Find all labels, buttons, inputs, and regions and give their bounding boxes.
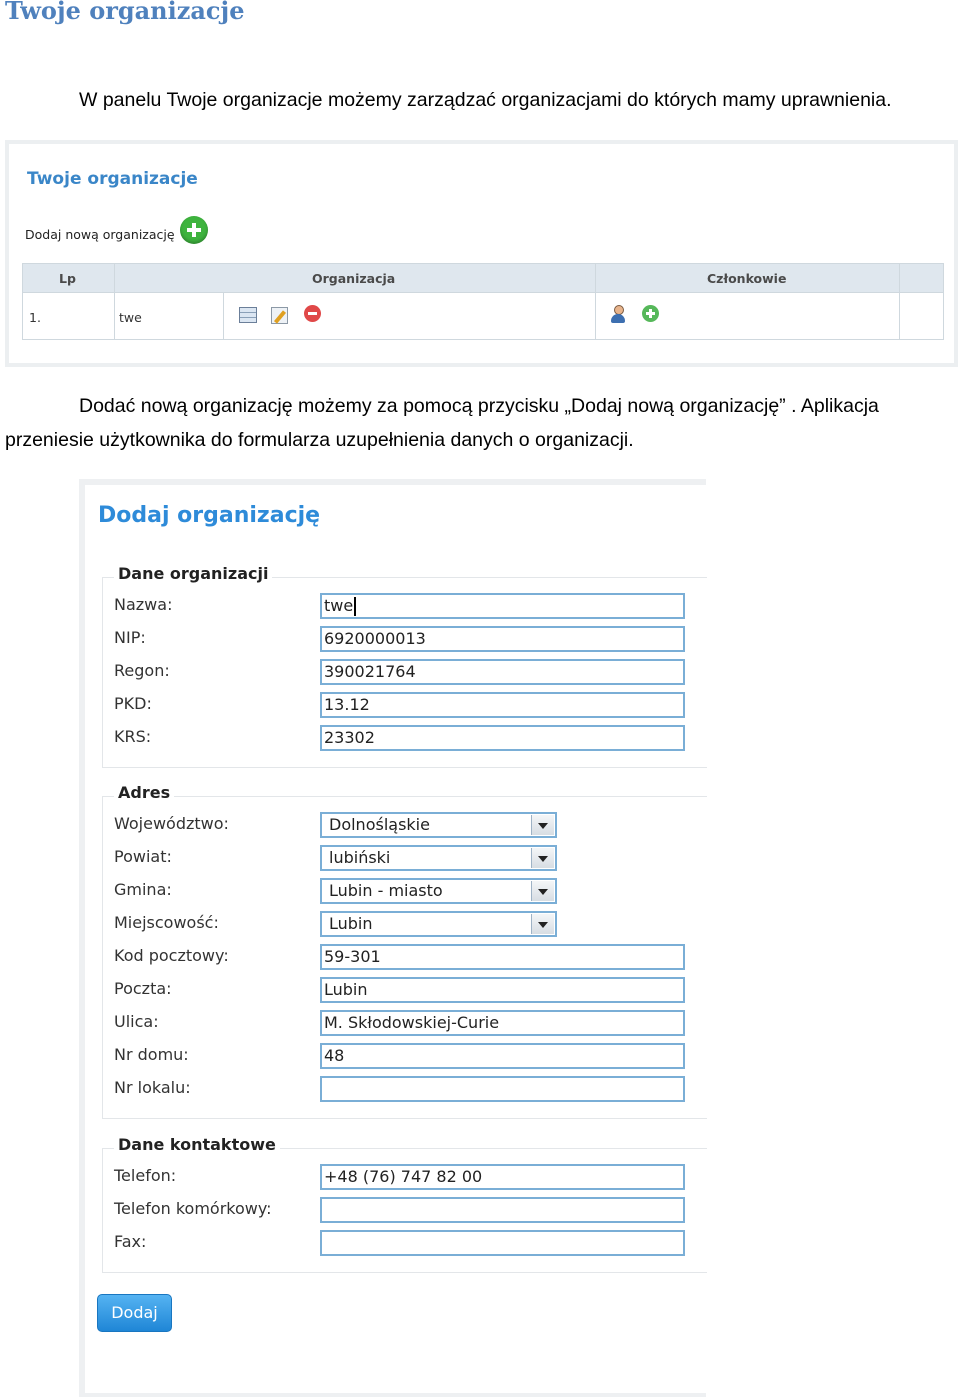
- chevron-down-icon[interactable]: [531, 848, 554, 868]
- instruction-paragraph-line2: przeniesie użytkownika do formularza uzupełnienia danych o organizacji.: [5, 429, 634, 451]
- wojewodztwo-value: Dolnośląskie: [329, 815, 430, 834]
- kod-pocztowy-input[interactable]: 59-301: [320, 944, 685, 970]
- pkd-input[interactable]: 13.12: [320, 692, 685, 718]
- chevron-down-icon[interactable]: [531, 914, 554, 934]
- fax-label: Fax:: [114, 1232, 147, 1251]
- chevron-down-icon[interactable]: [531, 815, 554, 835]
- ulica-label: Ulica:: [114, 1012, 159, 1031]
- delete-icon[interactable]: [304, 305, 321, 322]
- column-header-lp: Lp: [59, 271, 76, 286]
- powiat-value: lubiński: [329, 848, 391, 867]
- poczta-label: Poczta:: [114, 979, 172, 998]
- instruction-paragraph-line1: Dodać nową organizację możemy za pomocą przycisku „Dodaj nową organizację” . Aplikacja: [79, 395, 879, 417]
- nip-input[interactable]: 6920000013: [320, 626, 685, 652]
- miejscowosc-select[interactable]: [320, 911, 557, 937]
- regon-input[interactable]: 390021764: [320, 659, 685, 685]
- poczta-input[interactable]: Lubin: [320, 977, 685, 1003]
- powiat-label: Powiat:: [114, 847, 172, 866]
- powiat-select[interactable]: [320, 845, 557, 871]
- screen-title: Twoje organizacje: [27, 169, 198, 189]
- krs-label: KRS:: [114, 727, 152, 746]
- fax-input[interactable]: [320, 1230, 685, 1256]
- section-legend-contact: Dane kontaktowe: [114, 1135, 280, 1154]
- members-icon[interactable]: [610, 305, 626, 323]
- submit-button[interactable]: Dodaj: [97, 1294, 172, 1332]
- pkd-label: PKD:: [114, 694, 152, 713]
- wojewodztwo-select[interactable]: [320, 812, 557, 838]
- wojewodztwo-label: Województwo:: [114, 814, 229, 833]
- miejscowosc-label: Miejscowość:: [114, 913, 219, 932]
- section-legend-organization: Dane organizacji: [114, 564, 272, 583]
- gmina-label: Gmina:: [114, 880, 172, 899]
- text-cursor: [354, 597, 356, 616]
- miejscowosc-value: Lubin: [329, 914, 373, 933]
- nr-domu-label: Nr domu:: [114, 1045, 189, 1064]
- add-organization-plus-icon[interactable]: [180, 216, 208, 244]
- nr-lokalu-input[interactable]: [320, 1076, 685, 1102]
- gmina-select[interactable]: [320, 878, 557, 904]
- column-header-czlonkowie: Członkowie: [707, 271, 787, 286]
- row-organization-name: twe: [119, 310, 142, 325]
- nazwa-input[interactable]: [320, 593, 685, 619]
- table-icon[interactable]: [239, 307, 257, 323]
- organizations-table: [22, 263, 944, 340]
- row-lp: 1.: [29, 310, 41, 325]
- organizations-screenshot: [5, 140, 958, 367]
- nazwa-value: twe: [324, 596, 354, 615]
- edit-icon[interactable]: [271, 307, 288, 324]
- gmina-value: Lubin - miasto: [329, 881, 443, 900]
- nip-label: NIP:: [114, 628, 146, 647]
- telefon-label: Telefon:: [114, 1166, 177, 1185]
- table-header: [23, 264, 943, 293]
- section-legend-address: Adres: [114, 783, 174, 802]
- add-organization-link[interactable]: Dodaj nową organizację: [25, 227, 175, 242]
- ulica-input[interactable]: M. Skłodowskiej-Curie: [320, 1010, 685, 1036]
- nr-lokalu-label: Nr lokalu:: [114, 1078, 191, 1097]
- krs-input[interactable]: 23302: [320, 725, 685, 751]
- add-member-icon[interactable]: [642, 305, 659, 322]
- telefon-komorkowy-input[interactable]: [320, 1197, 685, 1223]
- regon-label: Regon:: [114, 661, 170, 680]
- nazwa-label: Nazwa:: [114, 595, 173, 614]
- telefon-input[interactable]: +48 (76) 747 82 00: [320, 1164, 685, 1190]
- column-header-organizacja: Organizacja: [312, 271, 396, 286]
- intro-paragraph: W panelu Twoje organizacje możemy zarządzać organizacjami do których mamy uprawnienia.: [79, 89, 892, 111]
- chevron-down-icon[interactable]: [531, 881, 554, 901]
- document-heading: Twoje organizacje: [5, 0, 245, 25]
- kod-pocztowy-label: Kod pocztowy:: [114, 946, 229, 965]
- telefon-komorkowy-label: Telefon komórkowy:: [114, 1199, 272, 1218]
- form-title: Dodaj organizację: [98, 503, 321, 528]
- nr-domu-input[interactable]: 48: [320, 1043, 685, 1069]
